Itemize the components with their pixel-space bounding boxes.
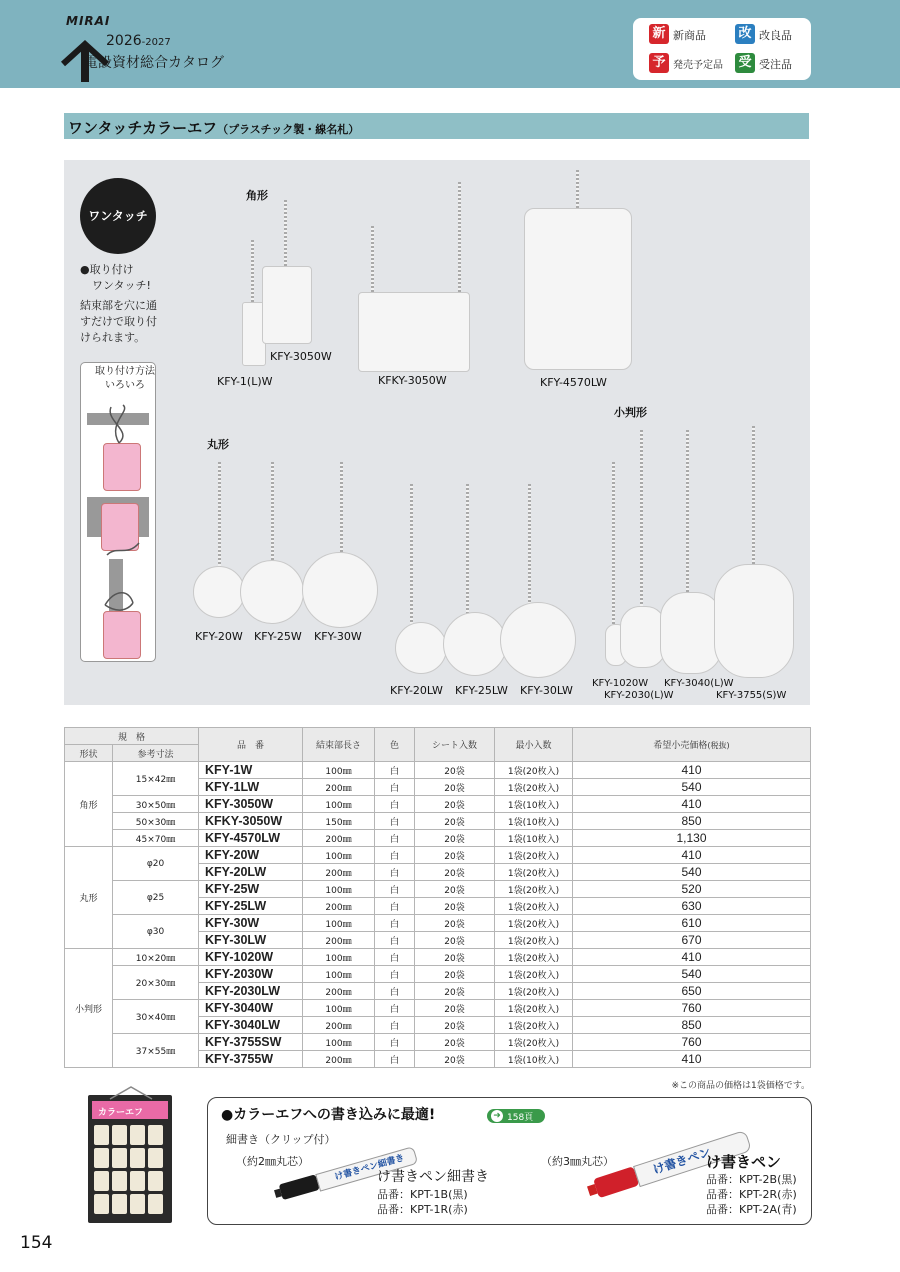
pen-headline: ●カラーエフへの書き込みに最適!	[221, 1107, 436, 1123]
mount-tie-3-icon	[99, 585, 139, 615]
cell-size: 37×55㎜	[113, 1034, 199, 1068]
cell-color: 白	[375, 779, 415, 796]
fine-pen-desc: 細書き（クリップ付）	[226, 1133, 336, 1146]
cell-color: 白	[375, 813, 415, 830]
cell-length: 100㎜	[303, 1034, 375, 1051]
tie-chain	[686, 430, 689, 596]
cell-size: 50×30㎜	[113, 813, 199, 830]
cell-price: 650	[573, 983, 811, 1000]
cell-min: 1袋(10枚入)	[495, 830, 573, 847]
std-pen-name: け書きペン	[706, 1153, 782, 1171]
mounting-methods-box	[80, 362, 156, 662]
display-title: カラーエフ	[98, 1108, 144, 1118]
cell-length: 200㎜	[303, 983, 375, 1000]
cell-length: 200㎜	[303, 864, 375, 881]
cell-length: 200㎜	[303, 779, 375, 796]
order-label: 受注品	[759, 58, 792, 71]
cell-min: 1袋(10枚入)	[495, 796, 573, 813]
cell-price: 850	[573, 813, 811, 830]
table-row	[65, 915, 811, 932]
product-label: KFY-1(L)W	[217, 375, 273, 388]
spec-table	[64, 727, 811, 1068]
cell-min: 1袋(20枚入)	[495, 932, 573, 949]
cell-code: KFY-25W	[199, 881, 303, 898]
cell-price: 540	[573, 966, 811, 983]
cell-color: 白	[375, 966, 415, 983]
cell-sheets: 20袋	[415, 932, 495, 949]
display-pack	[112, 1148, 127, 1168]
cell-sheets: 20袋	[415, 813, 495, 830]
cell-price: 410	[573, 847, 811, 864]
cell-sheets: 20袋	[415, 898, 495, 915]
section-subtitle: （プラスチック製・線名札）	[217, 123, 360, 136]
cell-color: 白	[375, 1017, 415, 1034]
fine-pen-image: け書きペン細書き	[260, 1127, 431, 1233]
cell-sheets: 20袋	[415, 830, 495, 847]
cell-size: φ20	[113, 847, 199, 881]
cell-min: 1袋(10枚入)	[495, 813, 573, 830]
product-label: KFY-4570LW	[540, 376, 607, 389]
cell-code: KFY-1LW	[199, 779, 303, 796]
tie-chain	[612, 462, 615, 626]
cell-price: 760	[573, 1000, 811, 1017]
product-label: KFY-3040(L)W	[664, 678, 734, 689]
cell-code: KFY-3050W	[199, 796, 303, 813]
tag-kfy-25w	[240, 560, 304, 624]
display-pack	[130, 1125, 145, 1145]
product-label: KFY-20LW	[390, 684, 443, 697]
cell-code: KFY-3755SW	[199, 1034, 303, 1051]
cell-size: 30×50㎜	[113, 796, 199, 813]
display-pack	[148, 1171, 163, 1191]
cell-sheets: 20袋	[415, 864, 495, 881]
cell-min: 1袋(20枚入)	[495, 983, 573, 1000]
cell-price: 520	[573, 881, 811, 898]
tie-chain	[410, 484, 413, 624]
mount-tie-2-icon	[103, 539, 143, 559]
cell-length: 100㎜	[303, 1000, 375, 1017]
cell-code: KFY-30LW	[199, 932, 303, 949]
cell-color: 白	[375, 881, 415, 898]
tie-chain	[284, 200, 287, 270]
table-row	[65, 881, 811, 898]
header-spec: 規 格	[65, 728, 199, 745]
tag-kfy-4570lw	[524, 208, 632, 370]
display-pack	[130, 1194, 145, 1214]
cell-size: 45×70㎜	[113, 830, 199, 847]
std-pen-image: け書きペン	[575, 1112, 766, 1228]
cell-min: 1袋(20枚入)	[495, 1017, 573, 1034]
cell-code: KFY-1W	[199, 762, 303, 779]
product-label: KFY-3755(S)W	[716, 690, 787, 701]
tag-kfy-25lw	[443, 612, 507, 676]
header-price: 希望小売価格(税抜)	[573, 728, 811, 762]
tie-chain	[458, 182, 461, 296]
cell-color: 白	[375, 1000, 415, 1017]
tie-chain	[752, 426, 755, 566]
group-square-label: 角形	[246, 189, 268, 202]
cell-code: KFY-4570LW	[199, 830, 303, 847]
cell-shape: 丸形	[65, 847, 113, 949]
cell-color: 白	[375, 1034, 415, 1051]
cell-min: 1袋(10枚入)	[495, 1051, 573, 1068]
cell-sheets: 20袋	[415, 881, 495, 898]
cell-length: 100㎜	[303, 966, 375, 983]
cell-price: 410	[573, 762, 811, 779]
display-pack	[148, 1194, 163, 1214]
product-legend	[633, 18, 811, 80]
cell-min: 1袋(20枚入)	[495, 1034, 573, 1051]
tie-chain	[640, 430, 643, 608]
cell-length: 200㎜	[303, 1017, 375, 1034]
cell-code: KFY-3040LW	[199, 1017, 303, 1034]
cell-length: 100㎜	[303, 915, 375, 932]
product-label: KFY-30LW	[520, 684, 573, 697]
order-badge: 受	[735, 53, 755, 73]
section-title: ワンタッチカラーエフ（プラスチック製・線名札）	[68, 119, 360, 137]
upcoming-label: 発売予定品	[673, 60, 723, 71]
tie-chain	[466, 484, 469, 616]
cell-sheets: 20袋	[415, 779, 495, 796]
group-round-label: 丸形	[207, 438, 229, 451]
table-row	[65, 966, 811, 983]
display-pack	[94, 1194, 109, 1214]
display-pack	[112, 1194, 127, 1214]
fine-pen-code-red: 品番：KPT-1R(赤)	[377, 1203, 468, 1216]
cell-sheets: 20袋	[415, 1034, 495, 1051]
mount-tag-1	[103, 443, 141, 491]
fine-pen-code-black: 品番：KPT-1B(黒)	[377, 1188, 468, 1201]
std-pen-code-red: 品番：KPT-2R(赤)	[706, 1188, 797, 1201]
table-row	[65, 762, 811, 779]
cell-price: 850	[573, 1017, 811, 1034]
table-row	[65, 949, 811, 966]
arrow-right-icon: ➜	[491, 1110, 503, 1122]
cell-min: 1袋(20枚入)	[495, 847, 573, 864]
cell-price: 610	[573, 915, 811, 932]
tie-chain	[340, 462, 343, 554]
catalog-name: 電設資材総合カタログ	[84, 55, 224, 71]
cell-length: 150㎜	[303, 813, 375, 830]
cell-price: 410	[573, 1051, 811, 1068]
header-sheets: シート入数	[415, 728, 495, 762]
cell-code: KFY-1020W	[199, 949, 303, 966]
cell-sheets: 20袋	[415, 1017, 495, 1034]
tag-kfy-20lw	[395, 622, 447, 674]
product-label: KFY-20W	[195, 630, 243, 643]
cell-length: 200㎜	[303, 830, 375, 847]
display-pack	[148, 1125, 163, 1145]
header-min: 最小入数	[495, 728, 573, 762]
cell-sheets: 20袋	[415, 966, 495, 983]
cell-color: 白	[375, 915, 415, 932]
product-label: KFY-2030(L)W	[604, 690, 674, 701]
cell-min: 1袋(20枚入)	[495, 1000, 573, 1017]
display-pack	[94, 1125, 109, 1145]
improved-label: 改良品	[759, 29, 792, 42]
tag-kfy-20w	[193, 566, 245, 618]
cell-shape: 小判形	[65, 949, 113, 1068]
brand-name: MIRAI	[66, 14, 111, 28]
std-pen-tip: （約3㎜丸芯）	[541, 1155, 614, 1168]
intro-bullet: ●取り付け ワンタッチ!	[80, 263, 151, 292]
mount-tie-1-icon	[97, 403, 137, 447]
cell-min: 1袋(20枚入)	[495, 779, 573, 796]
tie-chain	[528, 484, 531, 606]
display-pack	[130, 1148, 145, 1168]
display-pack	[94, 1148, 109, 1168]
cell-price: 670	[573, 932, 811, 949]
cell-size: φ25	[113, 881, 199, 915]
display-pack	[94, 1171, 109, 1191]
cell-color: 白	[375, 830, 415, 847]
price-note: ※この商品の価格は1袋価格です。	[671, 1081, 810, 1091]
fine-pen-tip: （約2㎜丸芯）	[236, 1155, 309, 1168]
mounting-methods-title: 取り付け方法 いろいろ	[95, 366, 155, 391]
display-pack	[112, 1125, 127, 1145]
cell-code: KFY-3755W	[199, 1051, 303, 1068]
cell-code: KFY-20W	[199, 847, 303, 864]
table-row	[65, 1034, 811, 1051]
mount-tag-3	[103, 611, 141, 659]
product-label: KFY-25LW	[455, 684, 508, 697]
cell-code: KFY-2030LW	[199, 983, 303, 1000]
cell-sheets: 20袋	[415, 1051, 495, 1068]
cell-length: 200㎜	[303, 932, 375, 949]
product-label: KFY-25W	[254, 630, 302, 643]
upcoming-badge: 予	[649, 53, 669, 73]
cell-size: 20×30㎜	[113, 966, 199, 1000]
one-touch-badge: ワンタッチ	[80, 178, 156, 254]
product-label: KFY-30W	[314, 630, 362, 643]
product-label: KFKY-3050W	[378, 374, 447, 387]
cell-code: KFY-25LW	[199, 898, 303, 915]
cell-sheets: 20袋	[415, 796, 495, 813]
tie-chain	[271, 462, 274, 562]
page-number: 154	[20, 1233, 53, 1253]
cell-size: 15×42㎜	[113, 762, 199, 796]
cell-sheets: 20袋	[415, 983, 495, 1000]
fine-pen-name: け書きペン細書き	[377, 1169, 489, 1185]
tie-chain	[371, 226, 374, 296]
cell-size: φ30	[113, 915, 199, 949]
table-row	[65, 813, 811, 830]
table-row	[65, 796, 811, 813]
cell-min: 1袋(20枚入)	[495, 864, 573, 881]
cell-sheets: 20袋	[415, 915, 495, 932]
cell-code: KFY-30W	[199, 915, 303, 932]
intro-description: 結束部を穴に通 すだけで取り付 けられます。	[80, 299, 157, 344]
display-pack	[130, 1171, 145, 1191]
cell-code: KFY-3040W	[199, 1000, 303, 1017]
table-row	[65, 847, 811, 864]
cell-length: 200㎜	[303, 898, 375, 915]
cell-color: 白	[375, 796, 415, 813]
page-ref-badge[interactable]	[487, 1109, 545, 1123]
cell-min: 1袋(20枚入)	[495, 949, 573, 966]
tag-kfy-30lw	[500, 602, 576, 678]
cell-sheets: 20袋	[415, 949, 495, 966]
display-pack	[112, 1171, 127, 1191]
cell-price: 410	[573, 949, 811, 966]
product-label: KFY-3050W	[270, 350, 332, 363]
improved-badge: 改	[735, 24, 755, 44]
cell-code: KFKY-3050W	[199, 813, 303, 830]
std-pen-code-black: 品番：KPT-2B(黒)	[706, 1173, 797, 1186]
std-pen-code-blue: 品番：KPT-2A(青)	[706, 1203, 797, 1216]
tag-kfky-3050w	[358, 292, 470, 372]
tag-kfy-3050w	[262, 266, 312, 344]
header-size: 参考寸法	[113, 745, 199, 762]
cell-price: 410	[573, 796, 811, 813]
cell-color: 白	[375, 932, 415, 949]
cell-sheets: 20袋	[415, 847, 495, 864]
hanger-icon	[106, 1085, 156, 1101]
cell-shape: 角形	[65, 762, 113, 847]
header-shape: 形状	[65, 745, 113, 762]
product-label: KFY-1020W	[592, 678, 649, 689]
cell-min: 1袋(20枚入)	[495, 966, 573, 983]
header-length: 結束部長さ	[303, 728, 375, 762]
new-label: 新商品	[673, 29, 706, 42]
new-badge: 新	[649, 24, 669, 44]
cell-code: KFY-20LW	[199, 864, 303, 881]
cell-size: 10×20㎜	[113, 949, 199, 966]
cell-length: 100㎜	[303, 949, 375, 966]
cell-color: 白	[375, 847, 415, 864]
header-code: 品 番	[199, 728, 303, 762]
tag-kfy-3755w	[714, 564, 794, 678]
catalog-year: 2026-2027	[106, 33, 171, 49]
table-row	[65, 1000, 811, 1017]
cell-price: 1,130	[573, 830, 811, 847]
cell-min: 1袋(20枚入)	[495, 915, 573, 932]
page-ref-text: 158頁	[507, 1113, 534, 1123]
cell-size: 30×40㎜	[113, 1000, 199, 1034]
cell-length: 100㎜	[303, 881, 375, 898]
cell-color: 白	[375, 898, 415, 915]
tie-chain	[251, 240, 254, 304]
tag-kfy-3040w	[660, 592, 722, 674]
group-oval-label: 小判形	[614, 406, 647, 419]
cell-length: 100㎜	[303, 762, 375, 779]
table-row	[65, 830, 811, 847]
cell-length: 200㎜	[303, 1051, 375, 1068]
cell-sheets: 20袋	[415, 1000, 495, 1017]
header-color: 色	[375, 728, 415, 762]
cell-sheets: 20袋	[415, 762, 495, 779]
cell-price: 760	[573, 1034, 811, 1051]
cell-color: 白	[375, 949, 415, 966]
cell-min: 1袋(20枚入)	[495, 898, 573, 915]
tag-kfy-30w	[302, 552, 378, 628]
cell-length: 100㎜	[303, 796, 375, 813]
display-stand-photo	[88, 1095, 172, 1223]
cell-price: 540	[573, 864, 811, 881]
cell-min: 1袋(20枚入)	[495, 762, 573, 779]
cell-color: 白	[375, 983, 415, 1000]
cell-length: 100㎜	[303, 847, 375, 864]
display-pack	[148, 1148, 163, 1168]
cell-price: 540	[573, 779, 811, 796]
tie-chain	[218, 462, 221, 570]
cell-color: 白	[375, 864, 415, 881]
cell-color: 白	[375, 762, 415, 779]
cell-min: 1袋(20枚入)	[495, 881, 573, 898]
cell-color: 白	[375, 1051, 415, 1068]
cell-price: 630	[573, 898, 811, 915]
cell-code: KFY-2030W	[199, 966, 303, 983]
